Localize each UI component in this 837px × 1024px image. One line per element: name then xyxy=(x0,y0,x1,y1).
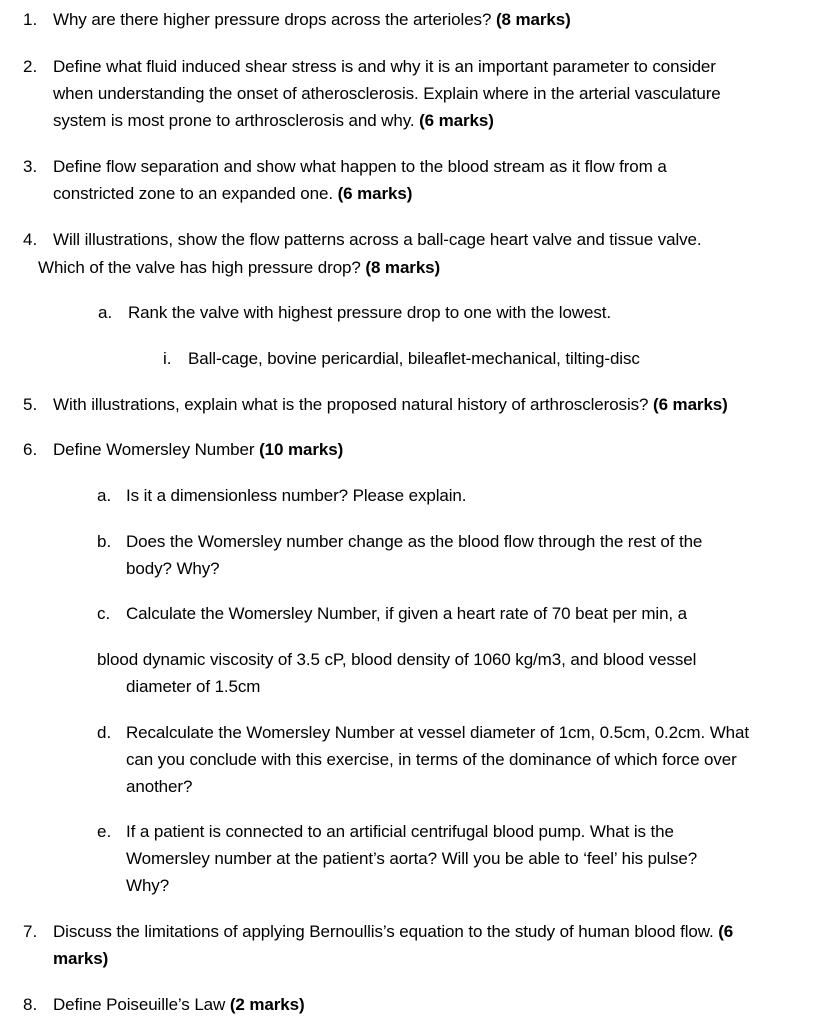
q3-line-2 xyxy=(53,184,412,204)
q7-text: Discuss the limitations of applying Bernoullis’s equation to the study of human blood flow. xyxy=(53,922,714,941)
q2-line-1: Define what fluid induced shear stress is and why it is an important parameter to consider xyxy=(53,57,716,76)
q6a-text: Is it a dimensionless number? Please explain. xyxy=(126,486,467,505)
q3-marks: (6 marks) xyxy=(337,184,413,203)
q6c-line-2: blood dynamic viscosity of 3.5 cP, blood density of 1060 kg/m3, and blood vessel xyxy=(97,650,697,669)
q6a-label: a. xyxy=(97,486,112,505)
q4a-text: Rank the valve with highest pressure drop to one with the lowest. xyxy=(128,303,611,322)
q8-text: Define Poiseuille’s Law xyxy=(53,995,226,1014)
q6e-label: e. xyxy=(97,822,112,841)
q4-marks: (8 marks) xyxy=(365,258,441,277)
q8-marks: (2 marks) xyxy=(229,995,305,1014)
q2-line-2: when understanding the onset of atherosclerosis. Explain where in the arterial vasculature xyxy=(53,84,721,103)
q4-line-2 xyxy=(38,258,440,278)
q5-line xyxy=(53,395,728,415)
q6e-line-3: Why? xyxy=(126,876,170,895)
q2-line-3 xyxy=(53,111,494,131)
q2-number: 2. xyxy=(23,57,38,76)
q4a-label: a. xyxy=(98,303,113,322)
q6-text: Define Womersley Number xyxy=(53,440,255,459)
q6c-label: c. xyxy=(97,604,111,623)
q6-line xyxy=(53,440,343,460)
q6-number: 6. xyxy=(23,440,38,459)
q7-marks-part1: (6 xyxy=(718,922,734,941)
q3-line-1: Define flow separation and show what happen to the blood stream as it flow from a xyxy=(53,157,667,176)
q1-text: Why are there higher pressure drops across the arterioles? xyxy=(53,10,492,29)
q4ai-label: i. xyxy=(163,349,172,368)
q2-marks: (6 marks) xyxy=(419,111,494,130)
q3-text-end: constricted zone to an expanded one. xyxy=(53,184,333,203)
q1-marks: (8 marks) xyxy=(495,10,571,29)
q4-text-end: Which of the valve has high pressure drop? xyxy=(38,258,361,277)
q6b-line-2: body? Why? xyxy=(126,559,220,578)
q5-number: 5. xyxy=(23,395,38,414)
q4-line-1: Will illustrations, show the flow patterns across a ball-cage heart valve and tissue valve. xyxy=(53,230,702,249)
q2-text-end: system is most prone to arthrosclerosis and why. xyxy=(53,111,415,130)
q7-line-2 xyxy=(53,949,108,969)
q4-number: 4. xyxy=(23,230,38,249)
q6e-line-2: Womersley number at the patient’s aorta? Will you be able to ‘feel’ his pulse? xyxy=(126,849,698,868)
q6e-line-1: If a patient is connected to an artificial centrifugal blood pump. What is the xyxy=(126,822,674,841)
q6c-line-1: Calculate the Womersley Number, if given a heart rate of 70 beat per min, a xyxy=(126,604,688,623)
q5-marks: (6 marks) xyxy=(653,395,728,414)
q3-number: 3. xyxy=(23,157,38,176)
q6b-label: b. xyxy=(97,532,112,551)
q7-line-1 xyxy=(53,922,733,942)
q6d-line-1: Recalculate the Womersley Number at vessel diameter of 1cm, 0.5cm, 0.2cm. What xyxy=(126,723,750,742)
q4ai-text: Ball-cage, bovine pericardial, bileaflet-mechanical, tilting-disc xyxy=(188,349,640,368)
q8-line xyxy=(53,995,305,1015)
q7-number: 7. xyxy=(23,922,38,941)
q8-number: 8. xyxy=(23,995,38,1014)
q1-number: 1. xyxy=(23,10,38,29)
q6d-label: d. xyxy=(97,723,112,742)
q6b-line-1: Does the Womersley number change as the blood flow through the rest of the xyxy=(126,532,703,551)
q5-text: With illustrations, explain what is the proposed natural history of arthrosclerosis? xyxy=(53,395,649,414)
q6c-line-3: diameter of 1.5cm xyxy=(126,677,261,696)
q7-marks-part2: marks) xyxy=(53,949,109,968)
q6d-line-2: can you conclude with this exercise, in terms of the dominance of which force over xyxy=(126,750,737,769)
q6d-line-3: another? xyxy=(126,777,193,796)
q1-line xyxy=(53,10,571,30)
q6-marks: (10 marks) xyxy=(259,440,344,459)
